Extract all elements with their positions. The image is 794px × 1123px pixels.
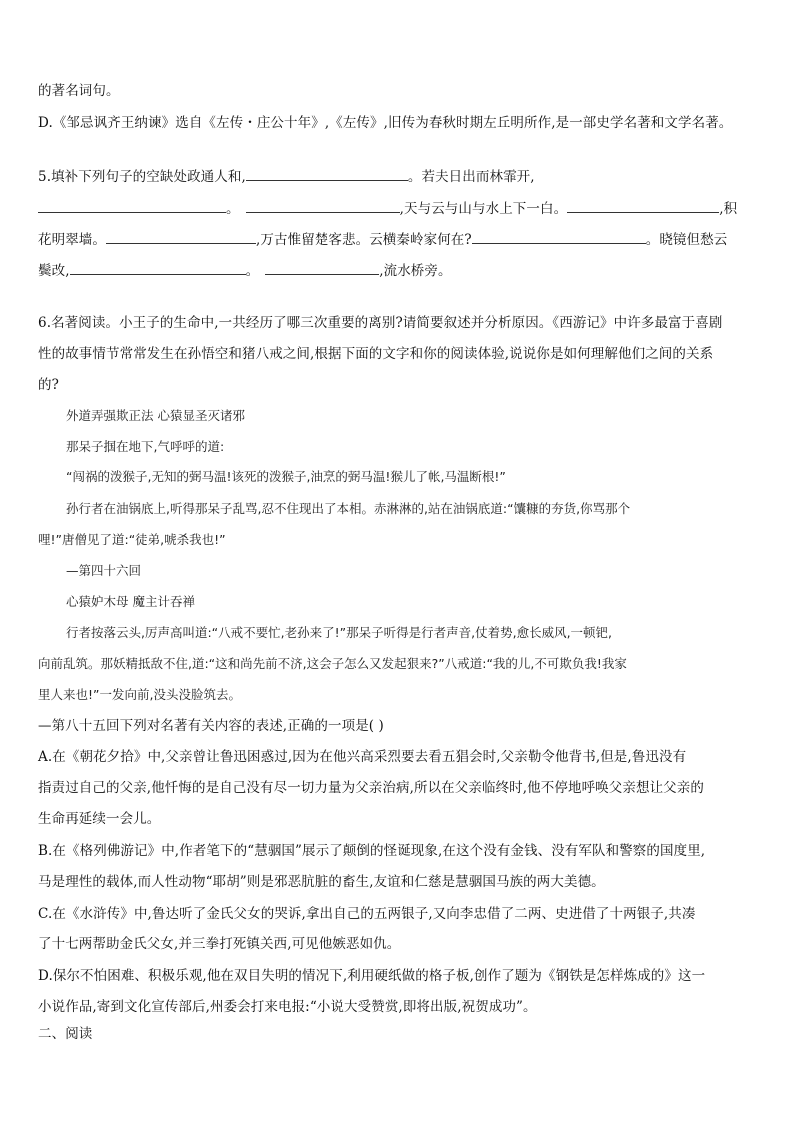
option-c: C.在《水浒传》中,鲁达听了金氏父女的哭诉,拿出自己的五两银子,又向李忠借了二两、史进借了十两银子,共凑: [38, 906, 696, 922]
fill-blank[interactable]: [246, 198, 400, 213]
excerpt-source: —第四十六回: [66, 563, 142, 578]
option-a: 指责过自己的父亲,他忏悔的是自己没有尽一切力量为父亲治病,所以在父亲临终时,他不停地呼唤父亲想让父亲的: [38, 780, 704, 796]
question-5-text: 。若夫日出而林霏开,: [407, 169, 535, 185]
question-5-line-1: [38, 166, 758, 187]
option-b: B.在《格列佛游记》中,作者笔下的“慧骃国”展示了颠倒的怪诞现象,在这个没有金钱、没有军队和警察的国度里,: [38, 843, 706, 859]
question-5-line-2: [38, 198, 758, 219]
section-heading: 二、阅读: [38, 1026, 93, 1042]
question-5-text: 花明翠墙。: [38, 232, 106, 248]
excerpt-line: “闯祸的泼猴子,无知的弼马温!该死的泼猴子,油烹的弼马温!猴儿了帐,马温断根!”: [66, 469, 506, 484]
excerpt-line: 孙行者在油锅底上,听得那呆子乱骂,忍不住现出了本相。赤淋淋的,站在油锅底道:“馕糠的夯货,你骂那个: [66, 501, 631, 516]
excerpt-line: 里人来也!”一发向前,没头没脸筑去。: [38, 687, 241, 702]
fill-blank[interactable]: [38, 198, 226, 213]
question-5-text: 。: [226, 201, 240, 217]
question-5-text: ,天与云与山与水上下一白。: [399, 201, 568, 217]
fill-blank[interactable]: [567, 198, 719, 213]
option-a: 生命再延续一会儿。: [38, 811, 161, 827]
excerpt-line: 行者按落云头,厉声高叫道:“八戒不要忙,老孙来了!”那呆子听得是行者声音,仗着势,愈长威风,一顿钯,: [66, 625, 613, 640]
text-line: 的著名词句。: [38, 83, 120, 99]
question-5-text: 鬓改,: [38, 263, 70, 279]
question-5-text: 5.填补下列句子的空缺处政通人和,: [38, 169, 246, 185]
option-d: 小说作品,寄到文化宣传部后,州委会打来电报:“小说大受赞赏,即将出版,祝贺成功”。: [38, 999, 537, 1015]
option-d-previous: D.《邹忌讽齐王纳谏》选自《左传・庄公十年》,《左传》,旧传为春秋时期左丘明所作,是一部史学名著和文学名著。: [38, 115, 733, 131]
question-5-line-3: [38, 229, 758, 250]
question-5-text: ,流水桥旁。: [379, 263, 452, 279]
excerpt-line: 哩!”唐僧见了道:“徒弟,唬杀我也!”: [38, 532, 226, 547]
excerpt-chapter-title: 外道弄强欺正法 心猿显圣灭诸邪: [66, 408, 245, 423]
option-d: D.保尔不怕困难、积极乐观,他在双目失明的情况下,利用硬纸做的格子板,创作了题为《钢铁是怎样炼成的》这一: [38, 968, 706, 984]
question-6-line: 的?: [38, 377, 59, 393]
fill-blank[interactable]: [106, 229, 256, 244]
question-5-text: 。晓镜但愁云: [645, 232, 728, 248]
fill-blank[interactable]: [70, 260, 246, 275]
question-5-text: ,万古惟留楚客悲。云横秦岭家何在?: [256, 232, 472, 248]
option-a: A.在《朝花夕拾》中,父亲曾让鲁迅困惑过,因为在他兴高采烈要去看五猖会时,父亲勒令他背书,但是,鲁迅没有: [38, 749, 687, 765]
fill-blank[interactable]: [246, 166, 408, 181]
fill-blank[interactable]: [265, 260, 379, 275]
question-5-line-4: [38, 260, 758, 281]
excerpt-line: 向前乱筑。那妖精抵敌不住,道:“这和尚先前不济,这会子怎么又发起狠来?”八戒道:“我的儿,不可欺负我!我家: [38, 656, 627, 671]
question-5-text: 。: [245, 263, 260, 279]
fill-blank[interactable]: [472, 229, 646, 244]
question-6-line: 6.名著阅读。小王子的生命中,一共经历了哪三次重要的离别?请简要叙述并分析原因。《西游记》中许多最富于喜剧: [38, 315, 723, 331]
question-5-text: ,积: [719, 201, 738, 217]
option-c: 了十七两帮助金氏父女,并三拳打死镇关西,可见他嫉恶如仇。: [38, 936, 401, 952]
question-6-line: 性的故事情节常常发生在孙悟空和猪八戒之间,根据下面的文字和你的阅读体验,说说你是如何理解他们之间的关系: [38, 346, 714, 362]
excerpt-chapter-title: 心猿妒木母 魔主计吞禅: [66, 594, 195, 609]
question-7-stem: —第八十五回下列对名著有关内容的表述,正确的一项是( ): [38, 718, 384, 734]
option-b: 马是理性的载体,而人性动物“耶胡”则是邪恶肮脏的畜生,友谊和仁慈是慧骃国马族的两大美德。: [38, 874, 605, 890]
excerpt-line: 那呆子掴在地下,气呼呼的道:: [66, 439, 225, 454]
